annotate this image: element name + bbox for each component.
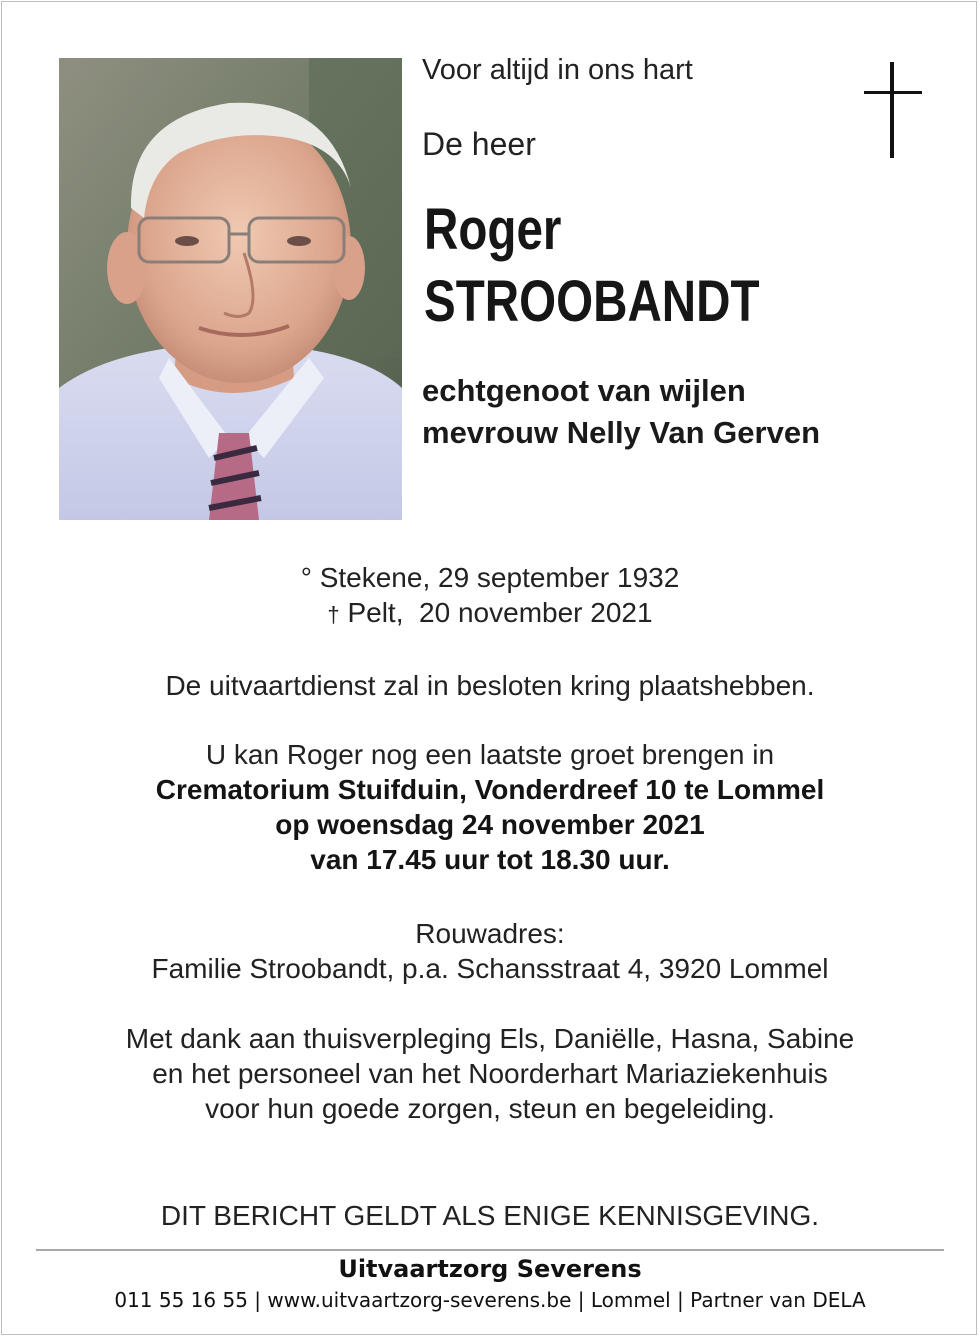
address-label: Rouwadres: [415, 918, 565, 949]
birth-line: ° Stekene, 29 september 1932 [300, 562, 680, 593]
death-place: Pelt, [347, 597, 404, 628]
first-name: Roger [424, 197, 562, 262]
visitation-block [0, 737, 980, 877]
footer-divider [36, 1249, 944, 1251]
funeral-text: De uitvaartdienst zal in besloten kring plaatshebben. [165, 670, 815, 701]
undertaker-name: Uitvaartzorg Severens [338, 1255, 642, 1283]
death-cross-icon: † [327, 602, 340, 627]
address-value: Familie Stroobandt, p.a. Schansstraat 4, 3920 Lommel [151, 953, 829, 984]
latin-cross-icon [864, 62, 922, 158]
thanks-block [0, 1021, 980, 1126]
visitation-location: Crematorium Stuifduin, Vonderdreef 10 te Lommel [155, 774, 825, 805]
dates-block [0, 560, 980, 632]
mourning-address [0, 916, 980, 986]
death-date: 20 november 2021 [419, 597, 653, 628]
undertaker-contact: 011 55 16 55 | www.uitvaartzorg-severens.be | Lommel | Partner van DELA [114, 1288, 866, 1312]
thanks-line-1: Met dank aan thuisverpleging Els, Daniëlle, Hasna, Sabine [125, 1023, 855, 1054]
visitation-time: van 17.45 uur tot 18.30 uur. [310, 844, 670, 875]
spouse-info [422, 370, 820, 454]
greeting-line: U kan Roger nog een laatste groet brengen in [205, 739, 775, 770]
honorific-title: De heer [422, 126, 536, 162]
last-name: STROOBANDT [424, 269, 760, 334]
notice-text: DIT BERICHT GELDT ALS ENIGE KENNISGEVING. [160, 1200, 820, 1231]
spouse-line-1: echtgenoot van wijlen [422, 373, 746, 408]
portrait-photo [59, 58, 402, 520]
spouse-line-2: mevrouw Nelly Van Gerven [422, 415, 821, 450]
thanks-line-2: en het personeel van het Noorderhart Mariaziekenhuis [152, 1058, 828, 1089]
visitation-day: op woensdag 24 november 2021 [275, 809, 705, 840]
intro-text: Voor altijd in ons hart [422, 54, 693, 86]
thanks-line-3: voor hun goede zorgen, steun en begeleiding. [205, 1093, 775, 1124]
deceased-name [424, 194, 760, 338]
death-line [0, 595, 980, 632]
